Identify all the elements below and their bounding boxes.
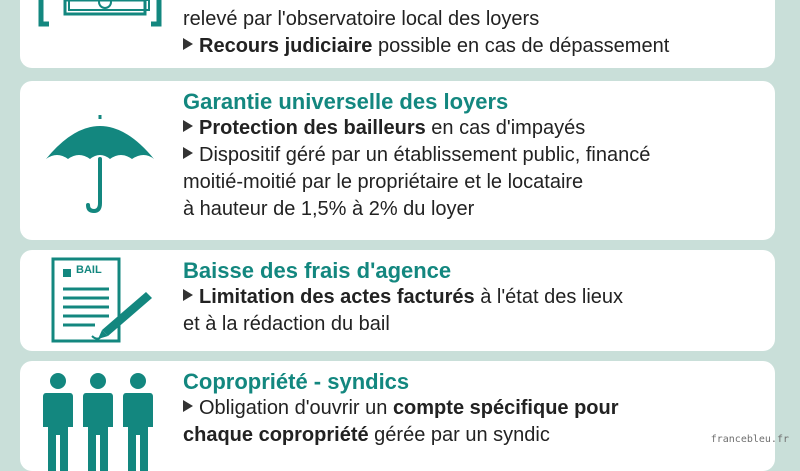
card-2-line-3: moitié-moitié par le propriétaire et le locataire (183, 171, 584, 193)
card-rent-guarantee (20, 81, 775, 240)
card-2-line-4: à hauteur de 1,5% à 2% du loyer (183, 198, 475, 220)
bullet-arrow-icon (183, 289, 193, 301)
card-rent-control (20, 0, 775, 68)
card-co-ownership (20, 361, 775, 471)
lease-document-icon (50, 256, 160, 346)
card-4-line-2: chaque copropriété gérée par un syndic (183, 424, 550, 446)
card-4-line-1: Obligation d'ouvrir un compte spécifique pour (183, 395, 765, 422)
card-2-title: Garantie universelle des loyers (183, 89, 509, 114)
umbrella-icon (42, 103, 158, 215)
bullet-arrow-icon (183, 38, 193, 50)
card-3-title: Baisse des frais d'agence (183, 258, 452, 283)
card-2-line-1: Protection des bailleurs en cas d'impayés (183, 115, 765, 142)
card-3-line-2: et à la rédaction du bail (183, 313, 390, 335)
card-2-line-2: Dispositif géré par un établissement public, financé (183, 142, 765, 169)
card-1-line-2: Recours judiciaire possible en cas de dépassement (183, 33, 765, 60)
card-agency-fees (20, 250, 775, 351)
bullet-arrow-icon (183, 147, 193, 159)
card-1-line-1: relevé par l'observatoire local des loyers (183, 8, 540, 30)
banknotes-icon (35, 0, 165, 48)
bullet-arrow-icon (183, 120, 193, 132)
card-3-line-1: Limitation des actes facturés à l'état des lieux (183, 284, 765, 311)
credit-watermark: francebleu.fr (710, 434, 789, 445)
card-4-title: Copropriété - syndics (183, 369, 410, 394)
bullet-arrow-icon (183, 400, 193, 412)
lease-label: BAIL (76, 264, 102, 276)
people-icon (40, 371, 160, 471)
